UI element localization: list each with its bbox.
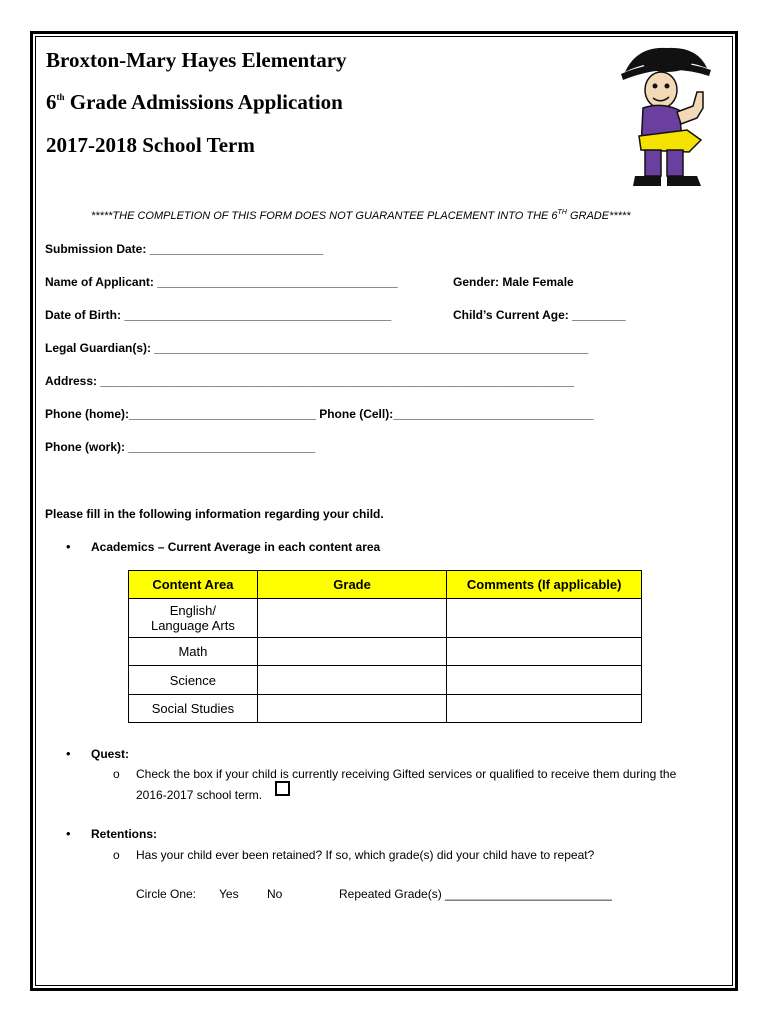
grade-cell[interactable] xyxy=(257,666,447,695)
school-term: 2017-2018 School Term xyxy=(46,133,255,157)
quest-text-line2: 2016-2017 school term. xyxy=(136,788,263,802)
notice-text-1: *****THE COMPLETION OF THIS FORM DOES NOT GUARANTEE PLACEMENT INTO THE 6 xyxy=(91,210,558,222)
table-row xyxy=(129,638,642,666)
table-row xyxy=(129,695,642,723)
circle-yes-option[interactable]: Yes xyxy=(219,887,239,901)
grade-cell[interactable] xyxy=(257,638,447,666)
content-area-line2: Language Arts xyxy=(150,618,235,633)
quest-text-line1: Check the box if your child is currently receiving Gifted services or qualified to receive them during the xyxy=(136,767,677,781)
content-area-cell: Science xyxy=(129,666,258,695)
table-row xyxy=(129,599,642,638)
content-area-cell: Math xyxy=(129,638,258,666)
section-intro: Please fill in the following information regarding your child. xyxy=(45,507,384,521)
gifted-checkbox[interactable] xyxy=(275,781,290,796)
comments-cell[interactable] xyxy=(447,695,642,723)
content-area-cell xyxy=(129,599,258,638)
school-name: Broxton-Mary Hayes Elementary xyxy=(46,48,347,72)
application-title-text: Grade Admissions Application xyxy=(64,90,343,114)
grade-number: 6 xyxy=(46,90,57,114)
grade-cell[interactable] xyxy=(257,695,447,723)
circle-one-label: Circle One: xyxy=(136,887,197,901)
column-header-comments: Comments (If applicable) xyxy=(447,571,642,599)
column-header-content-area: Content Area xyxy=(129,571,258,599)
phone-work-field[interactable]: Phone (work): ____________________________ xyxy=(45,440,316,454)
notice-text-2: GRADE***** xyxy=(566,210,631,222)
content-area-line1: English/ xyxy=(169,603,217,618)
quest-label: Quest: xyxy=(91,747,130,761)
retentions-bullet: • xyxy=(66,826,71,841)
date-of-birth-field[interactable]: Date of Birth: ________________________________________ xyxy=(45,308,392,322)
quest-sub-bullet: o xyxy=(113,767,120,781)
current-age-field[interactable]: Child’s Current Age: ________ xyxy=(453,308,626,322)
comments-cell[interactable] xyxy=(447,599,642,638)
gender-field[interactable]: Gender: Male Female xyxy=(453,275,574,289)
retentions-sub-bullet: o xyxy=(113,848,120,862)
retentions-label: Retentions: xyxy=(91,827,157,841)
grade-cell[interactable] xyxy=(257,599,447,638)
comments-cell[interactable] xyxy=(447,638,642,666)
pirate-mascot-image xyxy=(617,40,715,192)
column-header-grade: Grade xyxy=(257,571,447,599)
grades-table-header xyxy=(129,571,642,599)
applicant-name-field[interactable]: Name of Applicant: ____________________________________ xyxy=(45,275,398,289)
repeated-grades-field[interactable]: Repeated Grade(s) _________________________ xyxy=(339,887,612,901)
content-area-cell: Social Studies xyxy=(129,695,258,723)
placement-notice xyxy=(91,209,630,222)
notice-sup: TH xyxy=(557,209,567,216)
academics-label: Academics – Current Average in each content area xyxy=(91,540,381,554)
quest-bullet: • xyxy=(66,746,71,761)
retention-question: Has your child ever been retained? If so, which grade(s) did your child have to repeat? xyxy=(136,848,595,862)
submission-date-field[interactable]: Submission Date: __________________________ xyxy=(45,242,324,256)
circle-no-option[interactable]: No xyxy=(267,887,283,901)
table-row xyxy=(129,666,642,695)
phone-home-cell-field[interactable]: Phone (home):____________________________ Phone (Cell):______________________________ xyxy=(45,407,594,421)
academics-bullet: • xyxy=(66,539,71,554)
application-title xyxy=(46,90,343,115)
comments-cell[interactable] xyxy=(447,666,642,695)
legal-guardian-field[interactable]: Legal Guardian(s): _________________________________________________________________ xyxy=(45,341,589,355)
grades-table xyxy=(128,570,642,723)
grade-suffix: th xyxy=(56,92,65,102)
address-field[interactable]: Address: _______________________________________________________________________ xyxy=(45,374,575,388)
